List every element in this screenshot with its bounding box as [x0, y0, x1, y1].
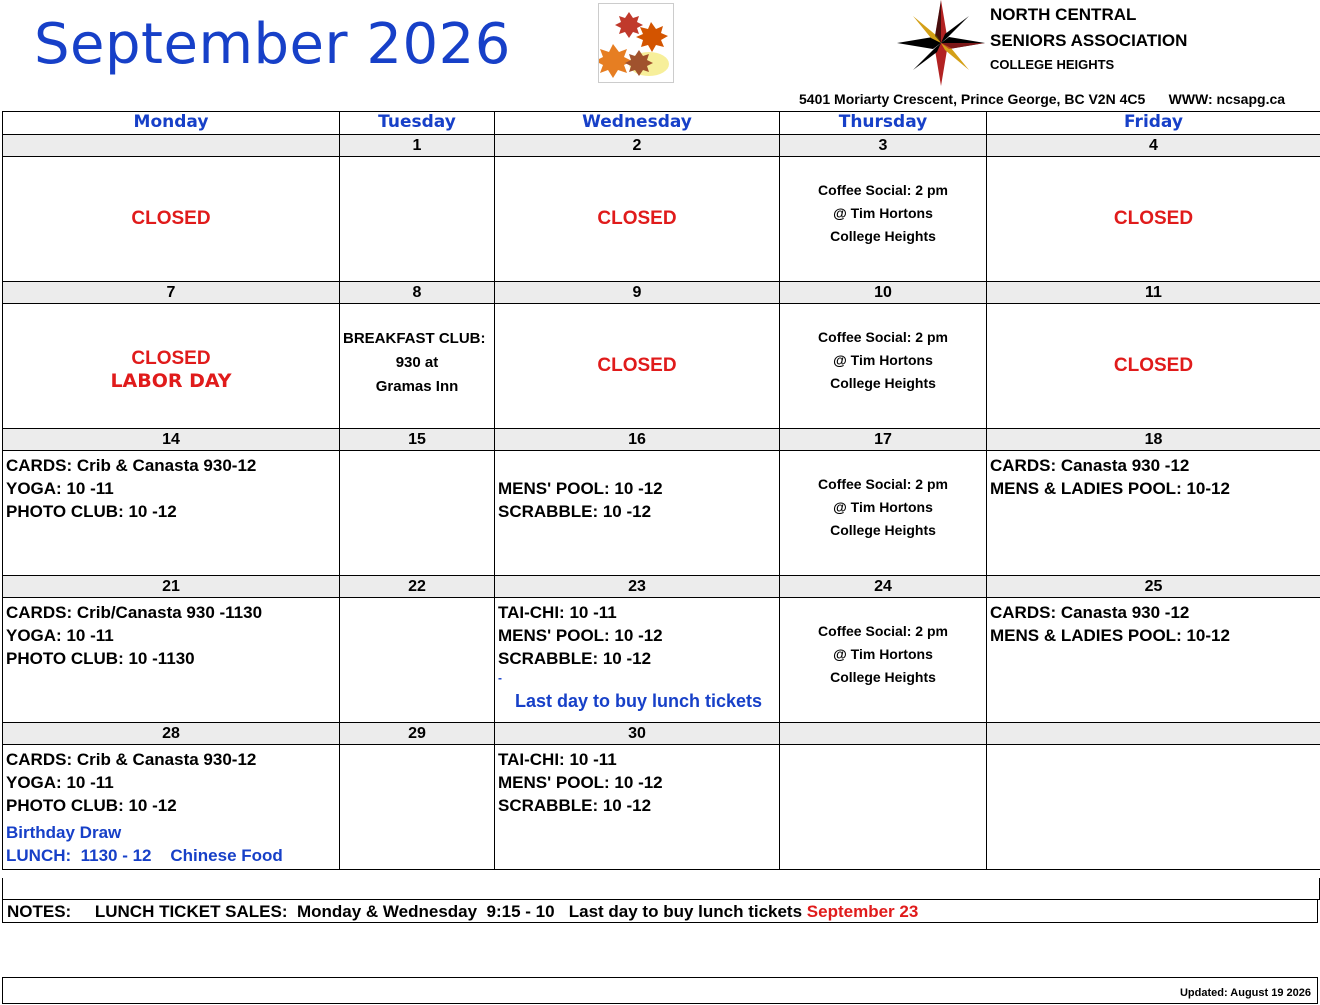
date-number: 2: [495, 135, 780, 157]
day-header: Thursday: [780, 112, 987, 135]
activity-list: [987, 598, 1320, 647]
event-line: College Heights: [830, 375, 936, 391]
autumn-leaves-icon: [598, 3, 674, 83]
date-row: [3, 723, 1320, 745]
day-cell: [987, 157, 1320, 282]
date-number: [3, 135, 340, 157]
day-cell: [495, 451, 780, 576]
event-line: College Heights: [830, 522, 936, 538]
date-number: 11: [987, 282, 1320, 304]
closed-label: CLOSED: [1113, 208, 1194, 229]
day-cell: [3, 157, 340, 282]
address-line: [799, 91, 1285, 107]
activity-list: [3, 598, 339, 670]
event-line: Coffee Social: 2 pm: [818, 329, 948, 345]
date-number: 18: [987, 429, 1320, 451]
activity-line: MENS & LADIES POOL: 10-12: [990, 626, 1230, 645]
activity-line: YOGA: 10 -11: [6, 479, 114, 498]
date-number: 28: [3, 723, 340, 745]
org-name-line1: NORTH CENTRAL: [990, 5, 1137, 24]
week-row: [3, 157, 1320, 282]
footer-box: [2, 977, 1318, 1004]
activity-list: [3, 451, 339, 523]
date-row: [3, 429, 1320, 451]
day-header: Friday: [987, 112, 1320, 135]
activity-line: PHOTO CLUB: 10 -12: [6, 796, 177, 815]
day-cell: [780, 745, 987, 870]
closed-block: [3, 157, 339, 281]
day-header: Wednesday: [495, 112, 780, 135]
date-number: 3: [780, 135, 987, 157]
org-name-line3: COLLEGE HEIGHTS: [990, 57, 1115, 72]
day-cell: [3, 451, 340, 576]
week-row: [3, 304, 1320, 429]
activity-line: CARDS: Crib/Canasta 930 -1130: [6, 603, 263, 622]
activity-line: MENS & LADIES POOL: 10-12: [990, 479, 1230, 498]
lunch-ticket-note: Last day to buy lunch tickets: [514, 691, 763, 711]
coffee-social-event: [780, 451, 986, 542]
event-line: @ Tim Hortons: [833, 205, 933, 221]
activity-line: MENS' POOL: 10 -12: [498, 773, 663, 792]
event-line: Coffee Social: 2 pm: [818, 476, 948, 492]
updated-date: Updated: August 19 2026: [1179, 987, 1311, 999]
date-row: [3, 576, 1320, 598]
activity-line: SCRABBLE: 10 -12: [498, 649, 652, 668]
activity-line: PHOTO CLUB: 10 -1130: [6, 649, 195, 668]
week-row: [3, 451, 1320, 576]
activity-list: [3, 745, 339, 867]
event-line: Gramas Inn: [375, 378, 459, 395]
activity-line: MENS' POOL: 10 -12: [498, 626, 663, 645]
day-header: Tuesday: [340, 112, 495, 135]
website-link[interactable]: WWW: ncsapg.ca: [1168, 91, 1286, 107]
special-event-line: Birthday Draw: [6, 823, 122, 842]
day-cell: [987, 304, 1320, 429]
event-line: Coffee Social: 2 pm: [818, 182, 948, 198]
date-number: [780, 723, 987, 745]
activity-line: MENS' POOL: 10 -12: [498, 479, 663, 498]
date-row: [3, 135, 1320, 157]
event-line: @ Tim Hortons: [833, 352, 933, 368]
coffee-social-event: [780, 598, 986, 689]
day-cell: [495, 745, 780, 870]
special-event-line: LUNCH: 1130 - 12 Chinese Food: [6, 846, 283, 865]
closed-label: CLOSED: [597, 355, 677, 376]
date-number: 10: [780, 282, 987, 304]
event-line: College Heights: [830, 669, 936, 685]
day-header: Monday: [3, 112, 340, 135]
date-number: 16: [495, 429, 780, 451]
date-number: 8: [340, 282, 495, 304]
day-cell: [340, 157, 495, 282]
date-row: [3, 282, 1320, 304]
activity-line: CARDS: Canasta 930 -12: [990, 603, 1190, 622]
day-cell: [340, 451, 495, 576]
activity-line: CARDS: Crib & Canasta 930-12: [6, 456, 257, 475]
page-title: September 2026: [34, 12, 511, 77]
day-cell: [780, 451, 987, 576]
date-number: 24: [780, 576, 987, 598]
activity-line: YOGA: 10 -11: [6, 773, 114, 792]
date-number: 21: [3, 576, 340, 598]
notes-label: NOTES:: [7, 902, 72, 921]
day-cell: [780, 598, 987, 723]
coffee-social-event: [780, 157, 986, 248]
date-number: 17: [780, 429, 987, 451]
activity-line: SCRABBLE: 10 -12: [498, 502, 652, 521]
notes-row: [2, 900, 1318, 923]
breakfast-club-event: [340, 304, 494, 399]
date-number: 4: [987, 135, 1320, 157]
day-cell: [987, 598, 1320, 723]
date-number: 22: [340, 576, 495, 598]
holiday-label: LABOR DAY: [110, 370, 232, 392]
day-cell: [3, 745, 340, 870]
coffee-social-event: [780, 304, 986, 395]
date-number: 14: [3, 429, 340, 451]
activity-line: CARDS: Crib & Canasta 930-12: [6, 750, 257, 769]
event-line: Coffee Social: 2 pm: [818, 623, 948, 639]
date-number: 7: [3, 282, 340, 304]
date-number: 15: [340, 429, 495, 451]
notes-text: LUNCH TICKET SALES: Monday & Wednesday 9:15 - 10 Last day to buy lunch tickets: [71, 902, 807, 921]
day-cell: [340, 304, 495, 429]
day-header-row: [3, 112, 1320, 135]
day-cell: [340, 745, 495, 870]
closed-block: [3, 304, 339, 428]
closed-label: CLOSED: [597, 208, 677, 229]
activity-list: [495, 745, 779, 817]
event-line: @ Tim Hortons: [833, 499, 933, 515]
activity-line: PHOTO CLUB: 10 -12: [6, 502, 177, 521]
calendar-grid: [2, 111, 1320, 870]
compass-star-logo: [897, 0, 985, 86]
day-cell: [340, 598, 495, 723]
closed-label: CLOSED: [1113, 355, 1194, 376]
closed-block: [495, 157, 779, 281]
activity-line: CARDS: Canasta 930 -12: [990, 456, 1190, 475]
day-cell: [495, 304, 780, 429]
closed-block: [495, 304, 779, 428]
activity-line: TAI-CHI: 10 -11: [498, 750, 617, 769]
day-cell: [780, 304, 987, 429]
week-row: [3, 598, 1320, 723]
week-row: [3, 745, 1320, 870]
closed-block: [987, 157, 1320, 281]
activity-line: [498, 454, 779, 477]
address-text: 5401 Moriarty Crescent, Prince George, BC V2N 4C5: [799, 91, 1146, 107]
date-number: 23: [495, 576, 780, 598]
event-line: BREAKFAST CLUB:: [343, 330, 486, 347]
activity-line: SCRABBLE: 10 -12: [498, 796, 652, 815]
closed-block: [987, 304, 1320, 428]
notes-highlight-date: September 23: [806, 902, 919, 921]
event-line: @ Tim Hortons: [833, 646, 933, 662]
day-cell: [987, 451, 1320, 576]
blank-row: [2, 878, 1320, 900]
day-cell: [495, 157, 780, 282]
day-cell: [3, 598, 340, 723]
date-number: 25: [987, 576, 1320, 598]
activity-list: [987, 451, 1320, 500]
activity-line: YOGA: 10 -11: [6, 626, 114, 645]
activity-list: [495, 451, 779, 523]
event-line: College Heights: [830, 228, 936, 244]
org-name-line2: SENIORS ASSOCIATION: [990, 31, 1188, 50]
date-number: 30: [495, 723, 780, 745]
date-number: [987, 723, 1320, 745]
dash-mark: -: [498, 671, 502, 685]
day-cell: [3, 304, 340, 429]
date-number: 1: [340, 135, 495, 157]
date-number: 9: [495, 282, 780, 304]
activity-list: [495, 598, 779, 712]
day-cell: [780, 157, 987, 282]
day-cell: [987, 745, 1320, 870]
activity-line: TAI-CHI: 10 -11: [498, 603, 617, 622]
closed-label: CLOSED: [131, 208, 211, 229]
event-line: 930 at: [395, 354, 439, 371]
closed-label: CLOSED: [131, 348, 211, 369]
day-cell: [495, 598, 780, 723]
date-number: 29: [340, 723, 495, 745]
